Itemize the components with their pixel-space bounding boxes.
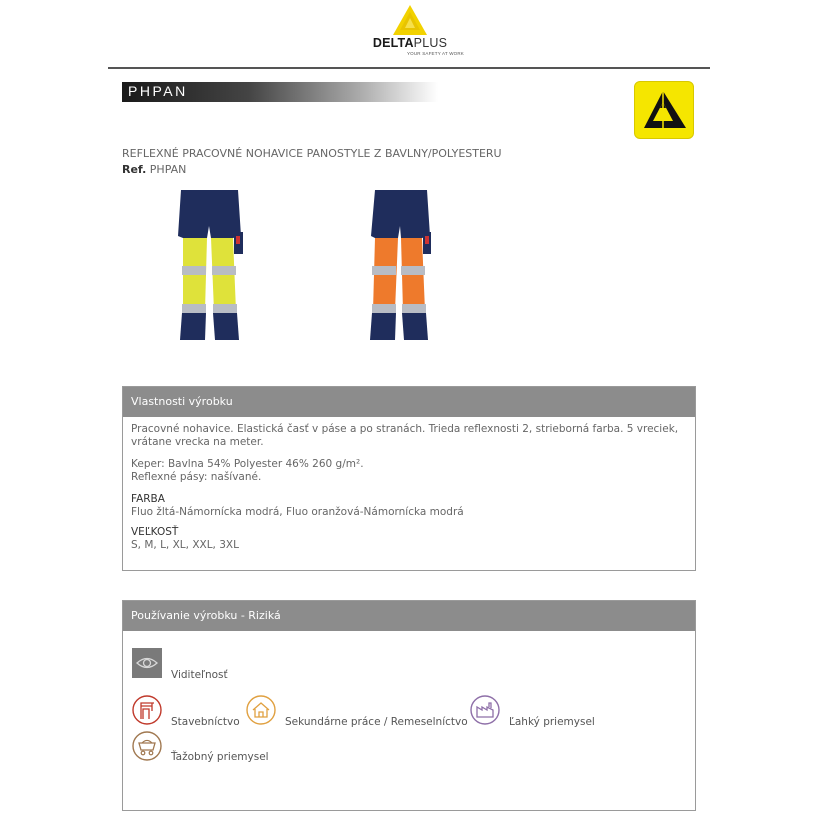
risk-label-visibility: Viditeľnosť: [171, 669, 228, 681]
deltaplus-badge: [634, 81, 694, 139]
ref-value: PHPAN: [149, 163, 187, 176]
eye-icon: [132, 648, 162, 678]
properties-description: Pracovné nohavice. Elastická časť v páse a po stranách. Trieda reflexnosti 2, strieborná farba. 5 vreciek, vrátane vrecka na meter.: [131, 423, 679, 448]
color-value: Fluo žltá-Námornícka modrá, Fluo oranžová-Námornícka modrá: [131, 506, 464, 518]
risk-label-mining: Ťažobný priemysel: [171, 751, 269, 763]
logo-tagline: YOUR SAFETY AT WORK: [406, 51, 464, 56]
product-reference: [122, 163, 186, 176]
color-label: FARBA: [131, 493, 165, 505]
header-divider: [108, 67, 710, 69]
product-code: PHPAN: [128, 83, 188, 99]
usage-section: [122, 600, 696, 811]
size-label: VEĽKOSŤ: [131, 526, 179, 538]
crane-icon: [132, 695, 162, 725]
risk-label-light-industry: Ľahký priemysel: [509, 716, 595, 728]
logo-triangle-icon: [392, 4, 428, 36]
properties-heading: Vlastnosti výrobku: [123, 387, 695, 417]
house-icon: [246, 695, 276, 725]
usage-heading: Používanie výrobku - Riziká: [123, 601, 695, 631]
material-line-1: Keper: Bavlna 54% Polyester 46% 260 g/m².: [131, 458, 364, 470]
product-image-yellow: [133, 186, 283, 346]
product-title: REFLEXNÉ PRACOVNÉ NOHAVICE PANOSTYLE Z BAVLNY/POLYESTERU: [122, 147, 502, 160]
mine-cart-icon: [132, 731, 162, 761]
size-value: S, M, L, XL, XXL, 3XL: [131, 539, 239, 551]
factory-icon: [470, 695, 500, 725]
ref-label: Ref.: [122, 163, 147, 176]
material-line-2: Reflexné pásy: našívané.: [131, 471, 262, 483]
logo-wordmark: DELTAPLUS: [372, 36, 448, 50]
properties-section: [122, 386, 696, 571]
risk-label-crafts: Sekundárne práce / Remeselníctvo: [285, 716, 468, 728]
risk-label-construction: Stavebníctvo: [171, 716, 240, 728]
product-code-bar: [122, 82, 438, 102]
product-image-orange: [325, 186, 475, 346]
delta-triangle-icon: [635, 82, 695, 140]
deltaplus-logo: [356, 4, 464, 56]
